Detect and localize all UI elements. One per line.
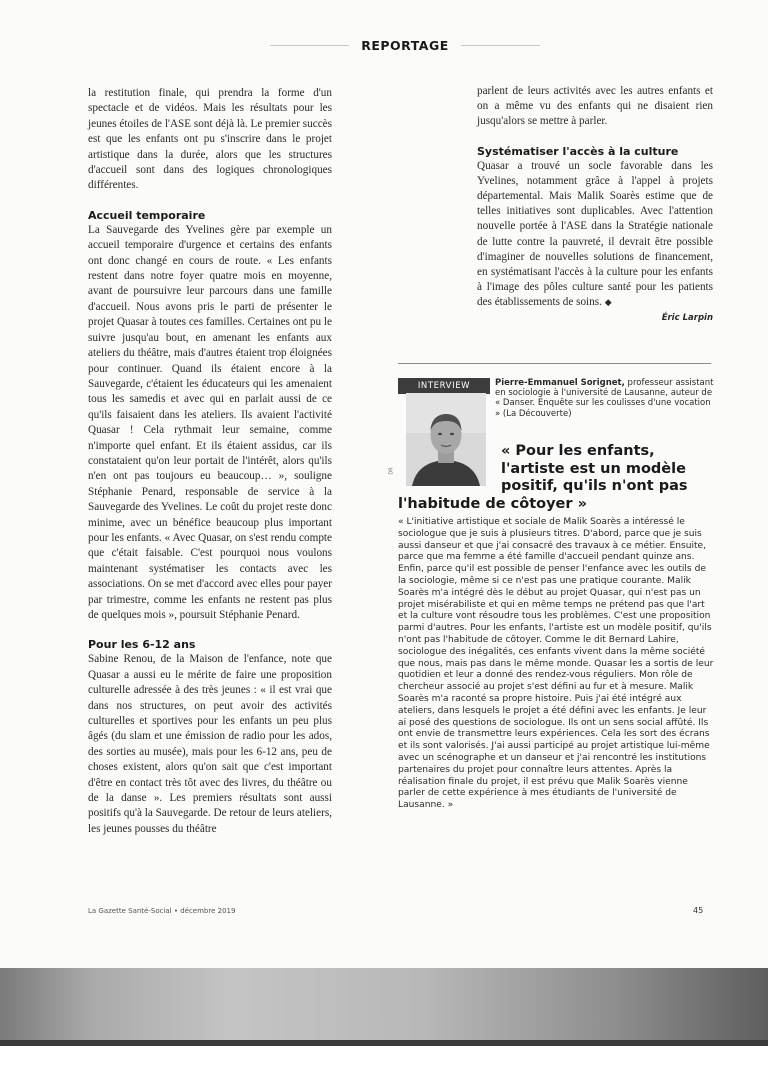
interviewee-description: professeur assistant en sociologie à l'université de Lausanne, auteur de « Danser. Enquête sur les coulisses d'une vocation » (La Découverte): [495, 378, 714, 419]
interview-text: « L'initiative artistique et sociale de Malik Soarès a intéressé le sociologue que je suis à plusieurs titres. D'abord, parce que je suis aussi danseur et que j'ai consacré des travaux à ce métier. Ensuite, parce que ma femme a été famille d'accueil pendant quinze ans. Enfin, parce qu'il est possible de penser l'enfance avec les outils de la sociologie, même si ce n'est pas une pratique courante. Malik Soarès m'a intégré dès le début au projet Quasar, qui n'est pas un projet misérabiliste et qui en même temps ne prétend pas que l'art et la culture vont résoudre tous les problèmes. C'est une proposition parmi d'autres. Pour les enfants, l'artiste est un modèle positif, qu'ils n'ont pas l'habitude de côtoyer. Comme le dit Bernard Lahire, sociologue des inégalités, ces enfants vivent dans la même société que nous, mais pas dans le même monde. Quasar les a sortis de leur quotidien et leur a donné des rendez-vous réguliers. Mon rôle de chercheur associé au projet s'est défini au fur et à mesure. Malik Soarès m'a raconté sa propre histoire. Puis j'ai été intégré aux ateliers, dans lesquels le projet a été défini avec les enfants. Je leur ai posé des questions de sociologue. Ils ont un sens social affûté. Ils ont envie de transmettre leurs expériences. Cela les sort des écrans et ils sont valorisés. J'ai aussi participé au projet artistique lui-même avec un scénographe et un danseur et j'ai rencontré les institutions partenaires du projet pour connaître leurs attentes. Après la réalisation finale du projet, il est prévu que Malik Soarès vienne parler de cette expérience à mes étudiants de l'université de Lausanne. »: [398, 517, 714, 811]
scanner-shadow: [0, 968, 768, 1046]
header-rule-left: [270, 45, 349, 46]
subheading-accueil: Accueil temporaire: [88, 208, 206, 222]
title-line-2: l'artiste est un modèle: [501, 460, 686, 477]
signoff: [477, 311, 713, 326]
left-column: [88, 86, 332, 837]
section-header: [270, 38, 540, 53]
interviewee-bio: [495, 378, 717, 419]
interview-title: [398, 443, 718, 513]
interview-divider: [398, 363, 711, 364]
subheading-systematiser: Systématiser l'accès à la culture: [477, 144, 679, 158]
systematiser-text: Quasar a trouvé un socle favorable dans les Yvelines, notamment grâce à l'appel à projets départemental. Mais Malik Soarès estime que de telles initiatives sont duplicables. Avec l'attention nouvelle portée à l'ASE dans la Stratégie nationale de lutte contre la pauvreté, il devrait être possible d'imaginer de nouvelles solutions de financement, en systématisant l'accès à la culture pour les enfants à l'image des pôles culture santé pour les patients des établissements de soins.: [477, 159, 713, 309]
title-line-4: l'habitude de côtoyer »: [398, 495, 587, 512]
section-title: REPORTAGE: [361, 38, 449, 53]
end-mark: ◆: [604, 297, 612, 308]
right-column: [477, 84, 713, 326]
header-rule-right: [461, 45, 540, 46]
article-author: Éric Larpin: [661, 312, 713, 323]
publication-footer: La Gazette Santé-Social • décembre 2019: [88, 907, 236, 915]
page-number: 45: [693, 906, 704, 915]
scanner-edge: [0, 1040, 768, 1046]
accueil-paragraph: La Sauvegarde des Yvelines gère par exemple un accueil temporaire d'urgence et certains des enfants ont donc changé en cours de route. « Les enfants restent dans notre foyer quatre mois en moyenne, avant de poursuivre leur parcours dans une famille d'accueil. Nous avons pris le parti de présenter le projet Quasar à toutes ces familles. Certaines ont pu le suivre jusqu'au bout, en amenant les enfants aux ateliers du théâtre, mais d'autres étaient trop éloignées pour continuer. Quand ils étaient encore à la Sauvegarde, c'étaient les éducateurs qui les amenaient tous les samedis et avec qui en parlait aussi de ce qu'ils faisaient dans les ateliers. Ils avaient l'activité Quasar ! Cela rythmait leur semaine, comme n'importe quel enfant. Et ils étaient assidus, car ils constataient qu'on leur portait de l'intérêt, alors qu'ils n'en ont pas toujours eu beaucoup… », souligne Stéphanie Penard, responsable de service à la Sauvegarde des Yvelines. Le coût du projet reste donc minime, avec un bénéfice beaucoup plus important pour les enfants. « Avec Quasar, on s'est rendu compte que c'était faisable. C'est pourquoi nous voulons maintenant systématiser les contacts avec les associations. On se met d'accord avec elles pour payer par trimestre, comme les enfants ne restent pas plus de quelques mois », poursuit Stéphanie Penard.: [88, 223, 332, 621]
title-line-1: « Pour les enfants,: [501, 443, 655, 459]
right-intro-paragraph: parlent de leurs activités avec les autres enfants et on a même vu des enfants qui ne disaient rien jusqu'alors se mettre à parler.: [477, 85, 713, 128]
interviewee-name: Pierre-Emmanuel Sorignet,: [495, 378, 625, 388]
interview-tag: INTERVIEW: [398, 378, 490, 394]
subheading-6-12: Pour les 6-12 ans: [88, 638, 196, 652]
left-intro-paragraph: la restitution finale, qui prendra la forme d'un spectacle et de vidéos. Mais les résultats pour les jeunes étoiles de l'ASE sont déjà là. Le premier succès est que les enfants ont pu s'inscrire dans le projet artistique dans la durée, alors que les structures d'accueil sont dans des logiques chronologiques différentes.: [88, 87, 332, 192]
six-twelve-paragraph: Sabine Renou, de la Maison de l'enfance, note que Quasar a aussi eu le mérite de faire une proposition culturelle adressée à des très jeunes : « il est vrai que dans nos structures, on peut avoir des activités culturelles et sportives pour les enfants un peu plus âgés (du slam et une émission de radio pour les ados, des sorties au musée), mais pour les 6-12 ans, peu de choses existent, alors qu'on sait que c'est important d'être en contact très tôt avec des livres, du théâtre ou de la danse ». Les premiers résultats sont aussi positifs qu'à la Sauvegarde. De retour de leurs ateliers, les jeunes pousses du théâtre: [88, 653, 332, 835]
systematiser-paragraph: [477, 159, 713, 311]
photo-credit: DR: [388, 467, 395, 475]
title-line-3: positif, qu'ils n'ont pas: [501, 478, 688, 494]
